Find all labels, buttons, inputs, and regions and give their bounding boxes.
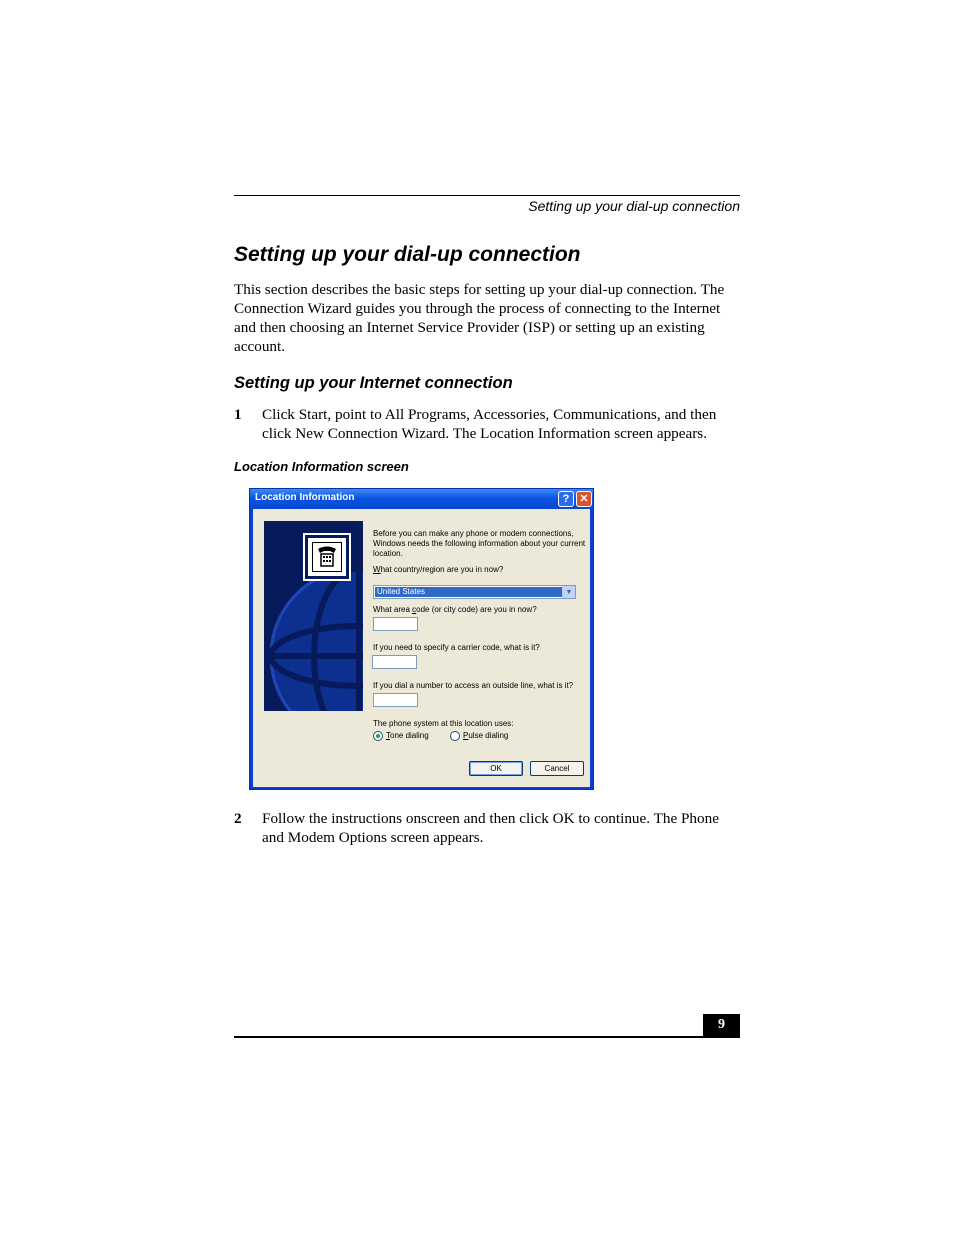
phone-system-label: The phone system at this location uses: (373, 719, 514, 728)
dialog-client-area (253, 509, 590, 787)
phone-handset-icon (313, 543, 341, 571)
step-text: Follow the instructions onscreen and then click OK to continue. The Phone and Modem Options screen appears. (262, 810, 719, 846)
pulse-dialing-radio[interactable] (450, 731, 460, 741)
close-button[interactable]: ✕ (576, 491, 592, 507)
country-select[interactable] (373, 585, 576, 599)
cancel-button[interactable]: Cancel (530, 761, 584, 776)
step-2 (234, 809, 740, 847)
footer-rule (234, 1036, 740, 1038)
dialog-intro-text: Before you can make any phone or modem connections, Windows needs the following information about your current location. (373, 529, 586, 558)
section-subheading: Setting up your Internet connection (234, 374, 513, 392)
step-text: Click Start, point to All Programs, Accessories, Communications, and then click New Connection Wizard. The Location Information screen appears. (262, 406, 717, 442)
chevron-down-icon[interactable]: ▼ (562, 586, 575, 598)
globe-illustration (264, 521, 363, 711)
ok-button[interactable]: OK (469, 761, 523, 776)
step-number: 2 (234, 810, 242, 827)
step-number: 1 (234, 406, 242, 423)
step-1 (234, 405, 740, 443)
dialog-titlebar (250, 489, 593, 509)
dialog-title: Location Information (255, 492, 355, 503)
pulse-dialing-label[interactable]: Pulse dialing (463, 731, 509, 740)
country-selected-value: United States (375, 587, 563, 597)
area-code-label: What area code (or city code) are you in now? (373, 605, 537, 614)
intro-paragraph: This section describes the basic steps for setting up your dial-up connection. The Connection Wizard guides you through the process of connecting to the Internet and then choosing an Internet Service Provider (ISP) or setting up an existing account. (234, 281, 725, 355)
page-number: 9 (703, 1014, 740, 1036)
header-rule (234, 195, 740, 196)
tone-dialing-label[interactable]: Tone dialing (386, 731, 429, 740)
figure-caption: Location Information screen (234, 459, 409, 474)
help-button[interactable]: ? (558, 491, 574, 507)
page-title: Setting up your dial-up connection (234, 243, 581, 266)
outside-line-label: If you dial a number to access an outside line, what is it? (373, 681, 574, 690)
carrier-code-label: If you need to specify a carrier code, what is it? (373, 643, 540, 652)
area-code-input[interactable] (373, 617, 418, 631)
running-header: Setting up your dial-up connection (528, 198, 740, 214)
tone-dialing-radio[interactable] (373, 731, 383, 741)
carrier-code-input[interactable] (372, 655, 417, 669)
outside-line-input[interactable] (373, 693, 418, 707)
location-information-dialog (249, 488, 594, 790)
country-label: What country/region are you in now? (373, 565, 504, 574)
telephone-icon (305, 535, 349, 579)
